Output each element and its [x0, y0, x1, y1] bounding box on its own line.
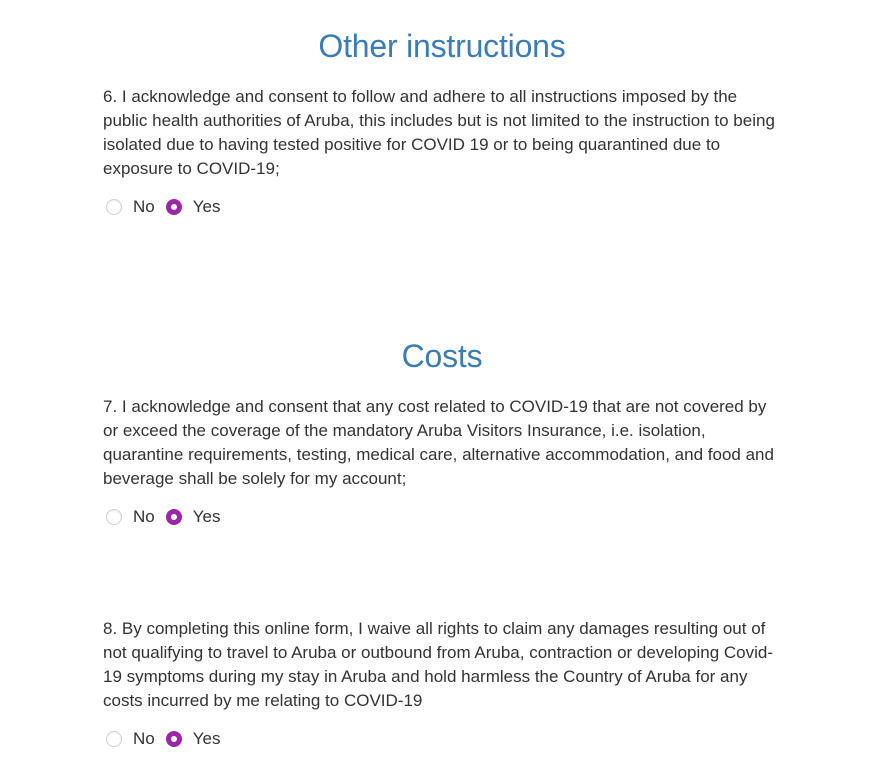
option-no-label: No	[133, 197, 155, 216]
radio-unselected-icon[interactable]	[106, 731, 122, 747]
question-7-text: 7. I acknowledge and consent that any cost related to COVID-19 that are not covered by or exceed the coverage of the mandatory Aruba Visitors Insurance, i.e. isolation, quarantine requirements, testing, medical care, alternative accommodation, and food and beverage shall be solely for my account;	[103, 397, 774, 488]
option-yes-label: Yes	[192, 729, 221, 748]
option-yes-label: Yes	[192, 507, 221, 526]
question-6-option-yes[interactable]	[166, 197, 221, 217]
question-6-option-no[interactable]	[106, 197, 155, 217]
question-6-text: 6. I acknowledge and consent to follow and adhere to all instructions imposed by the public health authorities of Aruba, this includes but is not limited to the instruction to being isolated due to having tested positive for COVID 19 or to being quarantined due to exposure to COVID-19;	[103, 87, 775, 178]
radio-unselected-icon[interactable]	[106, 509, 122, 525]
radio-selected-icon[interactable]	[166, 199, 182, 215]
question-8-option-no[interactable]	[106, 729, 155, 749]
question-8-radio-group	[106, 728, 220, 750]
radio-selected-icon[interactable]	[166, 509, 182, 525]
question-7-option-no[interactable]	[106, 507, 155, 527]
question-8-text: 8. By completing this online form, I waive all rights to claim any damages resulting out of not qualifying to travel to Aruba or outbound from Aruba, contraction or developing Covid-19 symptoms during my stay in Aruba and hold harmless the Country of Aruba for any costs incurred by me relating to COVID-19	[103, 619, 774, 710]
question-7-option-yes[interactable]	[166, 507, 221, 527]
option-yes-label: Yes	[192, 197, 221, 216]
radio-unselected-icon[interactable]	[106, 199, 122, 215]
question-8-option-yes[interactable]	[166, 729, 221, 749]
question-6-radio-group	[106, 196, 220, 218]
section-heading-other-instructions: Other instructions	[318, 28, 566, 64]
section-heading-costs: Costs	[401, 338, 483, 374]
question-7-radio-group	[106, 506, 220, 528]
option-no-label: No	[133, 729, 155, 748]
radio-selected-icon[interactable]	[166, 731, 182, 747]
option-no-label: No	[133, 507, 155, 526]
